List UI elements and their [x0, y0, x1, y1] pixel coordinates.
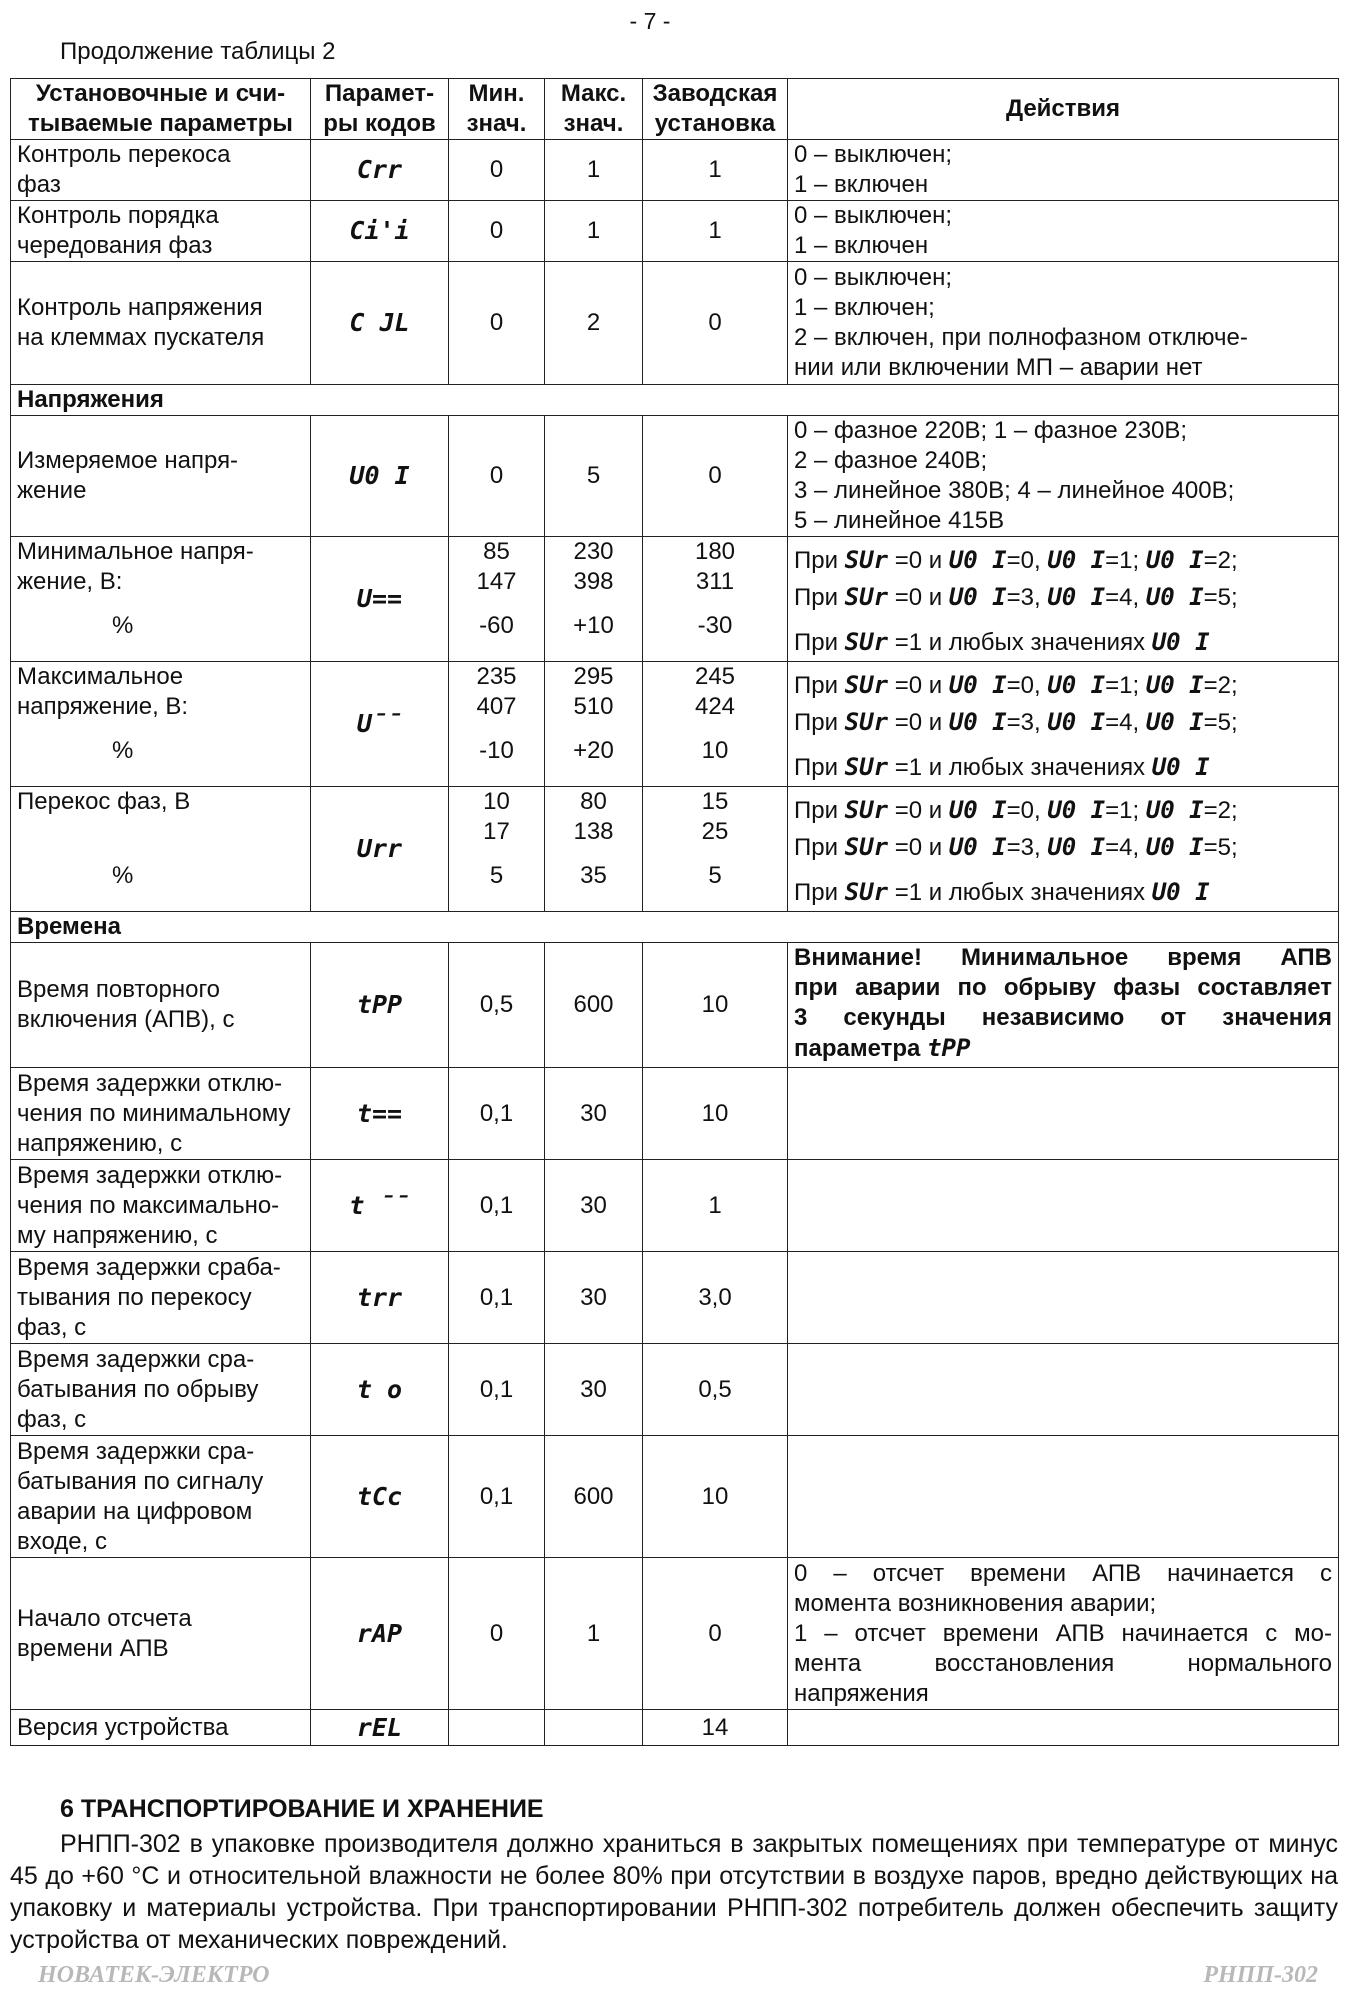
param-code: Crr: [311, 140, 449, 201]
page-number: - 7 -: [629, 8, 671, 34]
factory-value: 10: [643, 943, 788, 1068]
max-value: 1: [545, 201, 643, 262]
min-value: 0: [449, 262, 545, 385]
actions-cell: При SUr =0 и U0 I=0, U0 I=1; U0 I=2; При SUr =0 и U0 I=3, U0 I=4, U0 I=5; При SUr =1 и любых значениях U0 I: [788, 537, 1339, 662]
actions-cell: 0 – выключен; 1 – включен: [788, 201, 1339, 262]
section-row: [11, 385, 1339, 416]
min-value: 235 407 -10: [449, 662, 545, 787]
table-caption: Продолжение таблицы 2: [60, 38, 336, 65]
table-row: [11, 1344, 1339, 1436]
parameters-table: [10, 78, 1339, 1746]
factory-value: 1: [643, 201, 788, 262]
table-row: [11, 262, 1339, 385]
max-value: 600: [545, 943, 643, 1068]
param-code: Ci'i: [311, 201, 449, 262]
section-6-paragraph: РНПП-302 в упаковке производителя должно храниться в закрытых помещениях при температуре от минус 45 до +60 °С и относительной влажности не более 80% при отсутствии в воздухе паров, вредно действующих на упаковку и материалы устройства. При транспортировании РНПП-302 потребитель должен обеспечить защиту устройства от механических повреждений.: [10, 1830, 1338, 1954]
max-value: [545, 1710, 643, 1746]
min-value: 0,1: [449, 1344, 545, 1436]
factory-value: 0: [643, 262, 788, 385]
table-row: [11, 662, 1339, 787]
param-name: Время задержки сра- батывания по сигналу аварии на цифровом входе, с: [11, 1436, 311, 1558]
table-row: [11, 1710, 1339, 1746]
actions-cell: [788, 1344, 1339, 1436]
table-row: [11, 1160, 1339, 1252]
section-title-times: Времена: [11, 912, 1339, 943]
factory-value: 245 424 10: [643, 662, 788, 787]
param-name: Версия устройства: [11, 1710, 311, 1746]
table-row: [11, 1436, 1339, 1558]
min-value: 0,1: [449, 1160, 545, 1252]
max-value: 80 138 35: [545, 787, 643, 912]
param-code: C JL: [311, 262, 449, 385]
min-value: 0,1: [449, 1252, 545, 1344]
header-codes: Парамет- ры кодов: [311, 79, 449, 140]
param-name: Контроль перекоса фаз: [11, 140, 311, 201]
max-value: 295 510 +20: [545, 662, 643, 787]
param-name: Время задержки отклю- чения по максимально- му напряжению, с: [11, 1160, 311, 1252]
table-row: [11, 201, 1339, 262]
max-value: 30: [545, 1252, 643, 1344]
table-row: [11, 140, 1339, 201]
actions-cell: 0 – выключен; 1 – включен; 2 – включен, при полнофазном отключе- нии или включении МП – аварии нет: [788, 262, 1339, 385]
actions-cell: [788, 1436, 1339, 1558]
param-code: trr: [311, 1252, 449, 1344]
footer-model: РНПП-302: [1203, 1962, 1318, 1988]
param-code: t ¯¯: [311, 1160, 449, 1252]
table-row: [11, 1068, 1339, 1160]
factory-value: 10: [643, 1068, 788, 1160]
param-code: U¯¯: [311, 662, 449, 787]
param-name: Максимальное напряжение, В: %: [11, 662, 311, 787]
min-value: 0: [449, 1558, 545, 1710]
factory-value: 0: [643, 416, 788, 537]
header-parameters: Установочные и счи- тываемые параметры: [11, 79, 311, 140]
param-name: Время повторного включения (АПВ), с: [11, 943, 311, 1068]
min-value: 0,1: [449, 1068, 545, 1160]
page-footer: [38, 1962, 1318, 1989]
param-code: tPP: [311, 943, 449, 1068]
max-value: 30: [545, 1160, 643, 1252]
actions-cell: 0 – выключен; 1 – включен: [788, 140, 1339, 201]
factory-value: 10: [643, 1436, 788, 1558]
min-value: 10 17 5: [449, 787, 545, 912]
section-6-title: 6 ТРАНСПОРТИРОВАНИЕ И ХРАНЕНИЕ: [60, 1795, 544, 1823]
min-value: 85 147 -60: [449, 537, 545, 662]
table-header-row: [11, 79, 1339, 140]
factory-value: 0: [643, 1558, 788, 1710]
min-value: 0: [449, 140, 545, 201]
param-code: tCc: [311, 1436, 449, 1558]
factory-value: 1: [643, 140, 788, 201]
table-row: [11, 1558, 1339, 1710]
table-row: [11, 943, 1339, 1068]
min-value: 0: [449, 201, 545, 262]
param-code: Urr: [311, 787, 449, 912]
param-code: t o: [311, 1344, 449, 1436]
param-name: Перекос фаз, В %: [11, 787, 311, 912]
header-max: Макс. знач.: [545, 79, 643, 140]
table-row: [11, 1252, 1339, 1344]
factory-value: 14: [643, 1710, 788, 1746]
header-actions: Действия: [788, 79, 1339, 140]
max-value: 30: [545, 1344, 643, 1436]
factory-value: 0,5: [643, 1344, 788, 1436]
param-name: Измеряемое напря- жение: [11, 416, 311, 537]
param-name: Начало отсчета времени АПВ: [11, 1558, 311, 1710]
param-name: Время задержки сраба- тывания по перекосу фаз, с: [11, 1252, 311, 1344]
factory-value: 3,0: [643, 1252, 788, 1344]
param-code: t==: [311, 1068, 449, 1160]
max-value: 1: [545, 1558, 643, 1710]
factory-value: 15 25 5: [643, 787, 788, 912]
param-code: rEL: [311, 1710, 449, 1746]
actions-cell: [788, 1252, 1339, 1344]
max-value: 5: [545, 416, 643, 537]
header-min: Мин. знач.: [449, 79, 545, 140]
max-value: 1: [545, 140, 643, 201]
param-code: U0 I: [311, 416, 449, 537]
max-value: 30: [545, 1068, 643, 1160]
actions-cell: При SUr =0 и U0 I=0, U0 I=1; U0 I=2; При SUr =0 и U0 I=3, U0 I=4, U0 I=5; При SUr =1 и любых значениях U0 I: [788, 662, 1339, 787]
param-name: Время задержки отклю- чения по минимальному напряжению, с: [11, 1068, 311, 1160]
param-name: Контроль порядка чередования фаз: [11, 201, 311, 262]
header-factory: Заводская установка: [643, 79, 788, 140]
table-row: [11, 787, 1339, 912]
section-row: [11, 912, 1339, 943]
actions-cell: 0 – фазное 220В; 1 – фазное 230В; 2 – фазное 240В; 3 – линейное 380В; 4 – линейное 400В; 5 – линейное 415В: [788, 416, 1339, 537]
min-value: 0,5: [449, 943, 545, 1068]
actions-cell: При SUr =0 и U0 I=0, U0 I=1; U0 I=2; При SUr =0 и U0 I=3, U0 I=4, U0 I=5; При SUr =1 и любых значениях U0 I: [788, 787, 1339, 912]
min-value: 0,1: [449, 1436, 545, 1558]
table-row: [11, 416, 1339, 537]
footer-company: НОВАТЕК-ЭЛЕКТРО: [38, 1962, 270, 1988]
max-value: 230 398 +10: [545, 537, 643, 662]
param-name: Контроль напряжения на клеммах пускателя: [11, 262, 311, 385]
actions-cell: 0 – отсчет времени АПВ начинается с момента возникновения аварии; 1 – отсчет времени АПВ начинается с мо- мента восстановления нормального напряжения: [788, 1558, 1339, 1710]
actions-cell: [788, 1068, 1339, 1160]
section-title-voltages: Напряжения: [11, 385, 1339, 416]
actions-cell: Внимание! Минимальное время АПВ при аварии по обрыву фазы составляет 3 секунды независимо от значения параметра tPP: [788, 943, 1339, 1068]
param-code: U==: [311, 537, 449, 662]
param-name: Минимальное напря- жение, В: %: [11, 537, 311, 662]
factory-value: 1: [643, 1160, 788, 1252]
min-value: 0: [449, 416, 545, 537]
max-value: 600: [545, 1436, 643, 1558]
factory-value: 180 311 -30: [643, 537, 788, 662]
actions-cell: [788, 1710, 1339, 1746]
actions-cell: [788, 1160, 1339, 1252]
param-name: Время задержки сра- батывания по обрыву фаз, с: [11, 1344, 311, 1436]
param-code: rAP: [311, 1558, 449, 1710]
max-value: 2: [545, 262, 643, 385]
min-value: [449, 1710, 545, 1746]
table-row: [11, 537, 1339, 662]
